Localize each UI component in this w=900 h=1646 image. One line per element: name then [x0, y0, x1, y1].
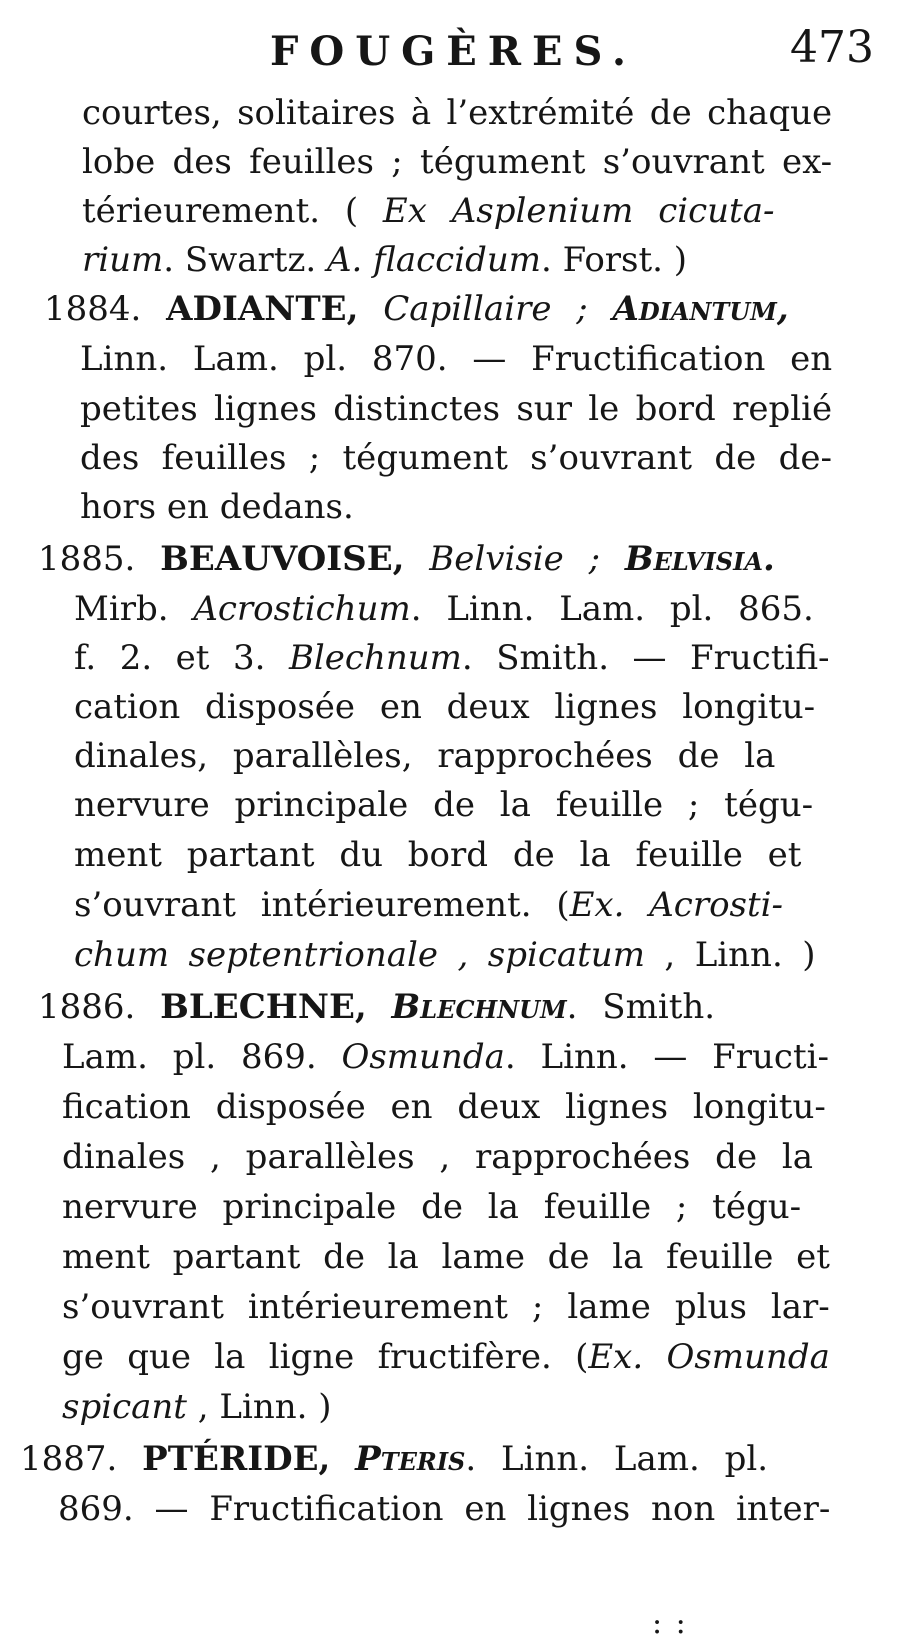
text-line [74, 935, 816, 975]
text-run: cation disposée en deux lignes longitu- [74, 687, 816, 727]
text-run [404, 539, 429, 579]
text-run: 1887. [20, 1439, 143, 1479]
text-run: . Forst. ) [540, 240, 688, 280]
text-run: Capillaire ; [383, 289, 588, 329]
text-run: f. 2. et 3. [74, 638, 289, 678]
text-run: Ex. Osmunda [588, 1337, 830, 1377]
text-run: Belvisie ; [429, 539, 601, 579]
text-line [80, 438, 832, 478]
text-run: Belvisia. [624, 539, 775, 579]
text-run: , Linn. ) [644, 935, 816, 975]
text-run: Pteris [355, 1439, 466, 1479]
text-run: ment partant de la lame de la feuille et [62, 1237, 830, 1277]
text-run: dinales , parallèles , rapprochées de la [62, 1137, 814, 1177]
text-run: BLECHNE, [160, 987, 367, 1027]
text-run: 1886. [38, 987, 161, 1027]
text-run: Adiantum, [612, 289, 789, 329]
text-run: térieurement. ( [82, 191, 383, 231]
text-line [62, 1137, 814, 1177]
text-run: dinales, parallèles, rapprochées de la [74, 736, 776, 776]
text-run: Acrostichum [193, 589, 411, 629]
text-line [82, 191, 775, 231]
text-line [74, 638, 830, 678]
text-line [74, 785, 814, 825]
text-run: nervure principale de la feuille ; tégu- [62, 1187, 802, 1227]
text-run: lobe des feuilles ; tégument s’ouvrant ex- [82, 142, 833, 182]
text-run: , Linn. ) [186, 1387, 332, 1427]
text-line [38, 987, 716, 1027]
text-run: . Linn. Lam. pl. 865. [410, 589, 814, 629]
text-line [74, 589, 814, 629]
text-run [358, 289, 383, 329]
text-run: BEAUVOISE, [160, 539, 405, 579]
text-run: s’ouvrant intérieurement ; lame plus lar- [62, 1287, 830, 1327]
text-run: . Smith. [566, 987, 716, 1027]
text-line [82, 93, 833, 133]
text-run: ADIANTE, [166, 289, 359, 329]
text-run [600, 539, 625, 579]
running-title: FOUGÈRES. [270, 28, 637, 75]
text-run: A. flaccidum [327, 240, 541, 280]
text-run: petites lignes distinctes sur le bord replié [80, 389, 833, 429]
text-run: nervure principale de la feuille ; tégu- [74, 785, 814, 825]
text-line [74, 687, 816, 727]
text-line [80, 339, 833, 379]
text-run: Blechnum [288, 638, 462, 678]
text-run: Ex Asplenium cicuta- [382, 191, 775, 231]
text-line [44, 289, 789, 329]
text-run: . Linn. Lam. pl. [465, 1439, 769, 1479]
text-line [62, 1037, 829, 1077]
text-line [82, 240, 688, 280]
text-run: 1884. [44, 289, 167, 329]
text-line [20, 1439, 769, 1479]
text-run: fication disposée en deux lignes longitu- [62, 1087, 826, 1127]
text-line [58, 1489, 831, 1529]
text-run: 869. — Fructification en lignes non inter- [58, 1489, 831, 1529]
text-line [38, 539, 775, 579]
text-run: . Linn. — Fructi- [504, 1037, 829, 1077]
text-line [62, 1237, 830, 1277]
text-run [330, 1439, 355, 1479]
text-run: spicant [62, 1387, 187, 1427]
text-run: ment partant du bord de la feuille et [74, 835, 802, 875]
text-run: Linn. Lam. pl. 870. — Fructification en [80, 339, 833, 379]
text-run: Osmunda [341, 1037, 505, 1077]
text-run: s’ouvrant intérieurement. ( [74, 885, 570, 925]
text-line [74, 736, 776, 776]
text-run [367, 987, 392, 1027]
text-line [62, 1387, 332, 1427]
text-run: . Swartz. [163, 240, 327, 280]
text-run: PTÉRIDE, [142, 1439, 331, 1479]
text-line [74, 885, 784, 925]
text-line [62, 1087, 826, 1127]
text-line [82, 142, 833, 182]
text-run: Blechnum [391, 987, 567, 1027]
text-run: . Smith. — Fructifi- [461, 638, 830, 678]
text-line [80, 487, 354, 527]
text-run: Lam. pl. 869. [62, 1037, 342, 1077]
text-line [62, 1337, 830, 1377]
text-run: rium [82, 240, 164, 280]
text-line [62, 1287, 830, 1327]
text-run: courtes, solitaires à l’extrémité de chaque [82, 93, 833, 133]
text-line [62, 1187, 802, 1227]
text-run: Mirb. [74, 589, 194, 629]
page-number: 473 [790, 22, 874, 73]
text-run: chum septentrionale , spicatum [74, 935, 645, 975]
text-run: des feuilles ; tégument s’ouvrant de de- [80, 438, 832, 478]
text-line [80, 389, 833, 429]
text-run: ge que la ligne fructifère. ( [62, 1337, 589, 1377]
text-line [74, 835, 802, 875]
text-run: hors en dedans. [80, 487, 354, 527]
text-run [588, 289, 613, 329]
text-run: 1885. [38, 539, 161, 579]
signature-mark: : : [652, 1606, 688, 1641]
text-run: Ex. Acrosti- [569, 885, 784, 925]
